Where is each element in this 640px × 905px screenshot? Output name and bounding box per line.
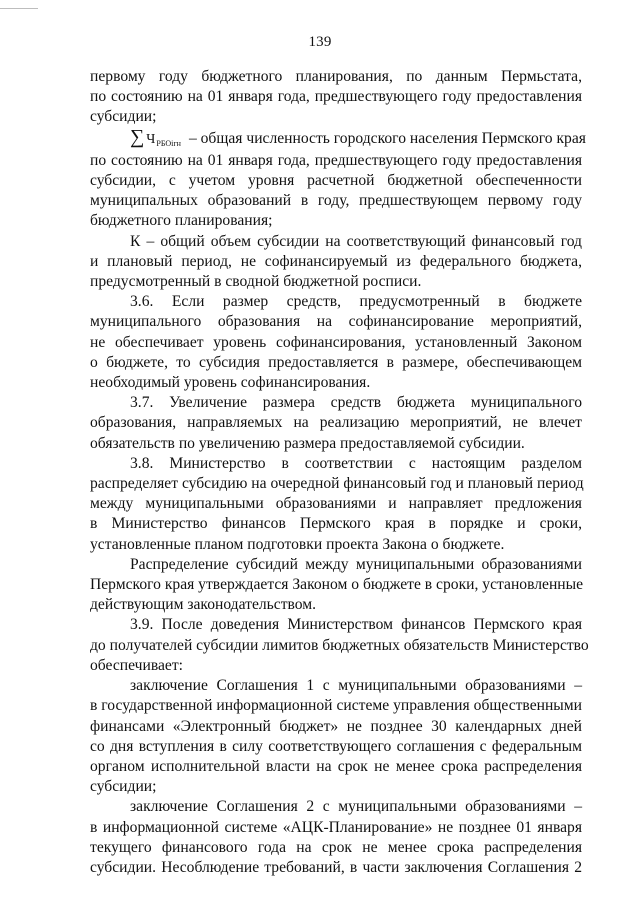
text-line: Пермского края утверждается Законом о бюджете в сроки, установленные [90, 576, 584, 594]
text-line: и плановый период, не софинансируемый из федерального бюджета, [90, 252, 582, 270]
text-line: распределяет субсидию на очередной финансовый год и плановый период [90, 475, 584, 493]
paragraph-agreement-2 [90, 797, 582, 878]
formula-line [90, 125, 586, 151]
text-line: бюджетного планирования; [90, 212, 273, 230]
text-line: обязательств по увеличению размера предоставляемой субсидии. [90, 434, 525, 452]
text-line: субсидии; [90, 778, 157, 796]
text-line: субсидии; [90, 108, 157, 126]
text-line: в информационной системе «АЦК-Планирование» не позднее 01 января [90, 818, 582, 836]
page-number: 139 [308, 34, 332, 50]
text-line: субсидии. Несоблюдение требований, в части заключения Соглашения 2 [90, 858, 582, 876]
paragraph-agreement-1 [90, 676, 582, 797]
paragraph-formula-definition [90, 125, 586, 232]
text-line: заключение Соглашения 1 с муниципальными образованиями – [130, 677, 582, 695]
text-line: установленные планом подготовки проекта Закона о бюджете. [90, 535, 505, 553]
text-line: образования, направляемых на реализацию мероприятий, не влечет [90, 414, 582, 432]
text-line: необходимый уровень софинансирования. [90, 374, 371, 392]
formula-subscript: РБОiгн [156, 138, 181, 148]
text-line: Распределение субсидий между муниципальными образованиями [130, 555, 582, 573]
text-line: действующим законодательством. [90, 596, 317, 614]
paragraph-k-definition [90, 232, 582, 293]
text-line: – общая численность городского населения Пермского края [188, 129, 586, 147]
text-line: по состоянию на 01 января года, предшествующего году предоставления [90, 151, 582, 169]
paragraph-3-8 [90, 454, 582, 555]
text-line: муниципального образования на софинансирование мероприятий, [90, 313, 582, 331]
text-line: 3.9. После доведения Министерством финансов Пермского края [130, 616, 582, 634]
text-line: заключение Соглашения 2 с муниципальными образованиями – [130, 798, 582, 816]
text-line: текущего финансового года на срок не менее срока распределения [90, 838, 582, 856]
text-line: в Министерство финансов Пермского края в порядке и сроки, [90, 515, 582, 533]
sum-symbol: ∑ [130, 125, 145, 148]
paragraph-3-7 [90, 393, 582, 454]
text-line: между муниципальными образованиями и направляет предложения [90, 495, 582, 513]
formula-variable: Ч [146, 131, 156, 147]
paragraph-3-6 [90, 292, 582, 393]
text-line: первому году бюджетного планирования, по данным Пермьстата, [90, 68, 582, 85]
text-line: 3.6. Если размер средств, предусмотренный в бюджете [130, 293, 582, 311]
text-line: К – общий объем субсидии на соответствующий финансовый год [130, 232, 582, 250]
paragraph-3-9 [90, 615, 589, 676]
text-line: предусмотренный в сводной бюджетной росписи. [90, 273, 422, 291]
text-line: муниципальных образований в году, предшествующем первому году [90, 192, 582, 210]
text-line: до получателей субсидии лимитов бюджетных обязательств Министерство [90, 636, 589, 654]
top-edge-rule [0, 8, 38, 9]
document-body [90, 67, 589, 878]
paragraph-distribution [90, 555, 582, 616]
text-line: по состоянию на 01 января года, предшествующего году предоставления [90, 88, 582, 106]
text-line: обеспечивает: [90, 656, 183, 674]
text-line: 3.8. Министерство в соответствии с настоящим разделом [130, 454, 582, 472]
text-line: не обеспечивает уровень софинансирования, установленный Законом [90, 333, 582, 351]
text-line: о бюджете, то субсидия предоставляется в размере, обеспечивающем [90, 353, 582, 371]
text-line: органом исполнительной власти на срок не менее срока распределения [90, 757, 582, 775]
text-line: субсидии, с учетом уровня расчетной бюджетной обеспеченности [90, 172, 582, 190]
paragraph-continuation [90, 67, 582, 128]
text-line: 3.7. Увеличение размера средств бюджета муниципального [130, 394, 582, 412]
text-line: со дня вступления в силу соответствующего соглашения с федеральным [90, 737, 582, 755]
text-line: в государственной информационной системе управления общественными [90, 697, 582, 715]
text-line: финансами «Электронный бюджет» не позднее 30 календарных дней [90, 717, 582, 735]
